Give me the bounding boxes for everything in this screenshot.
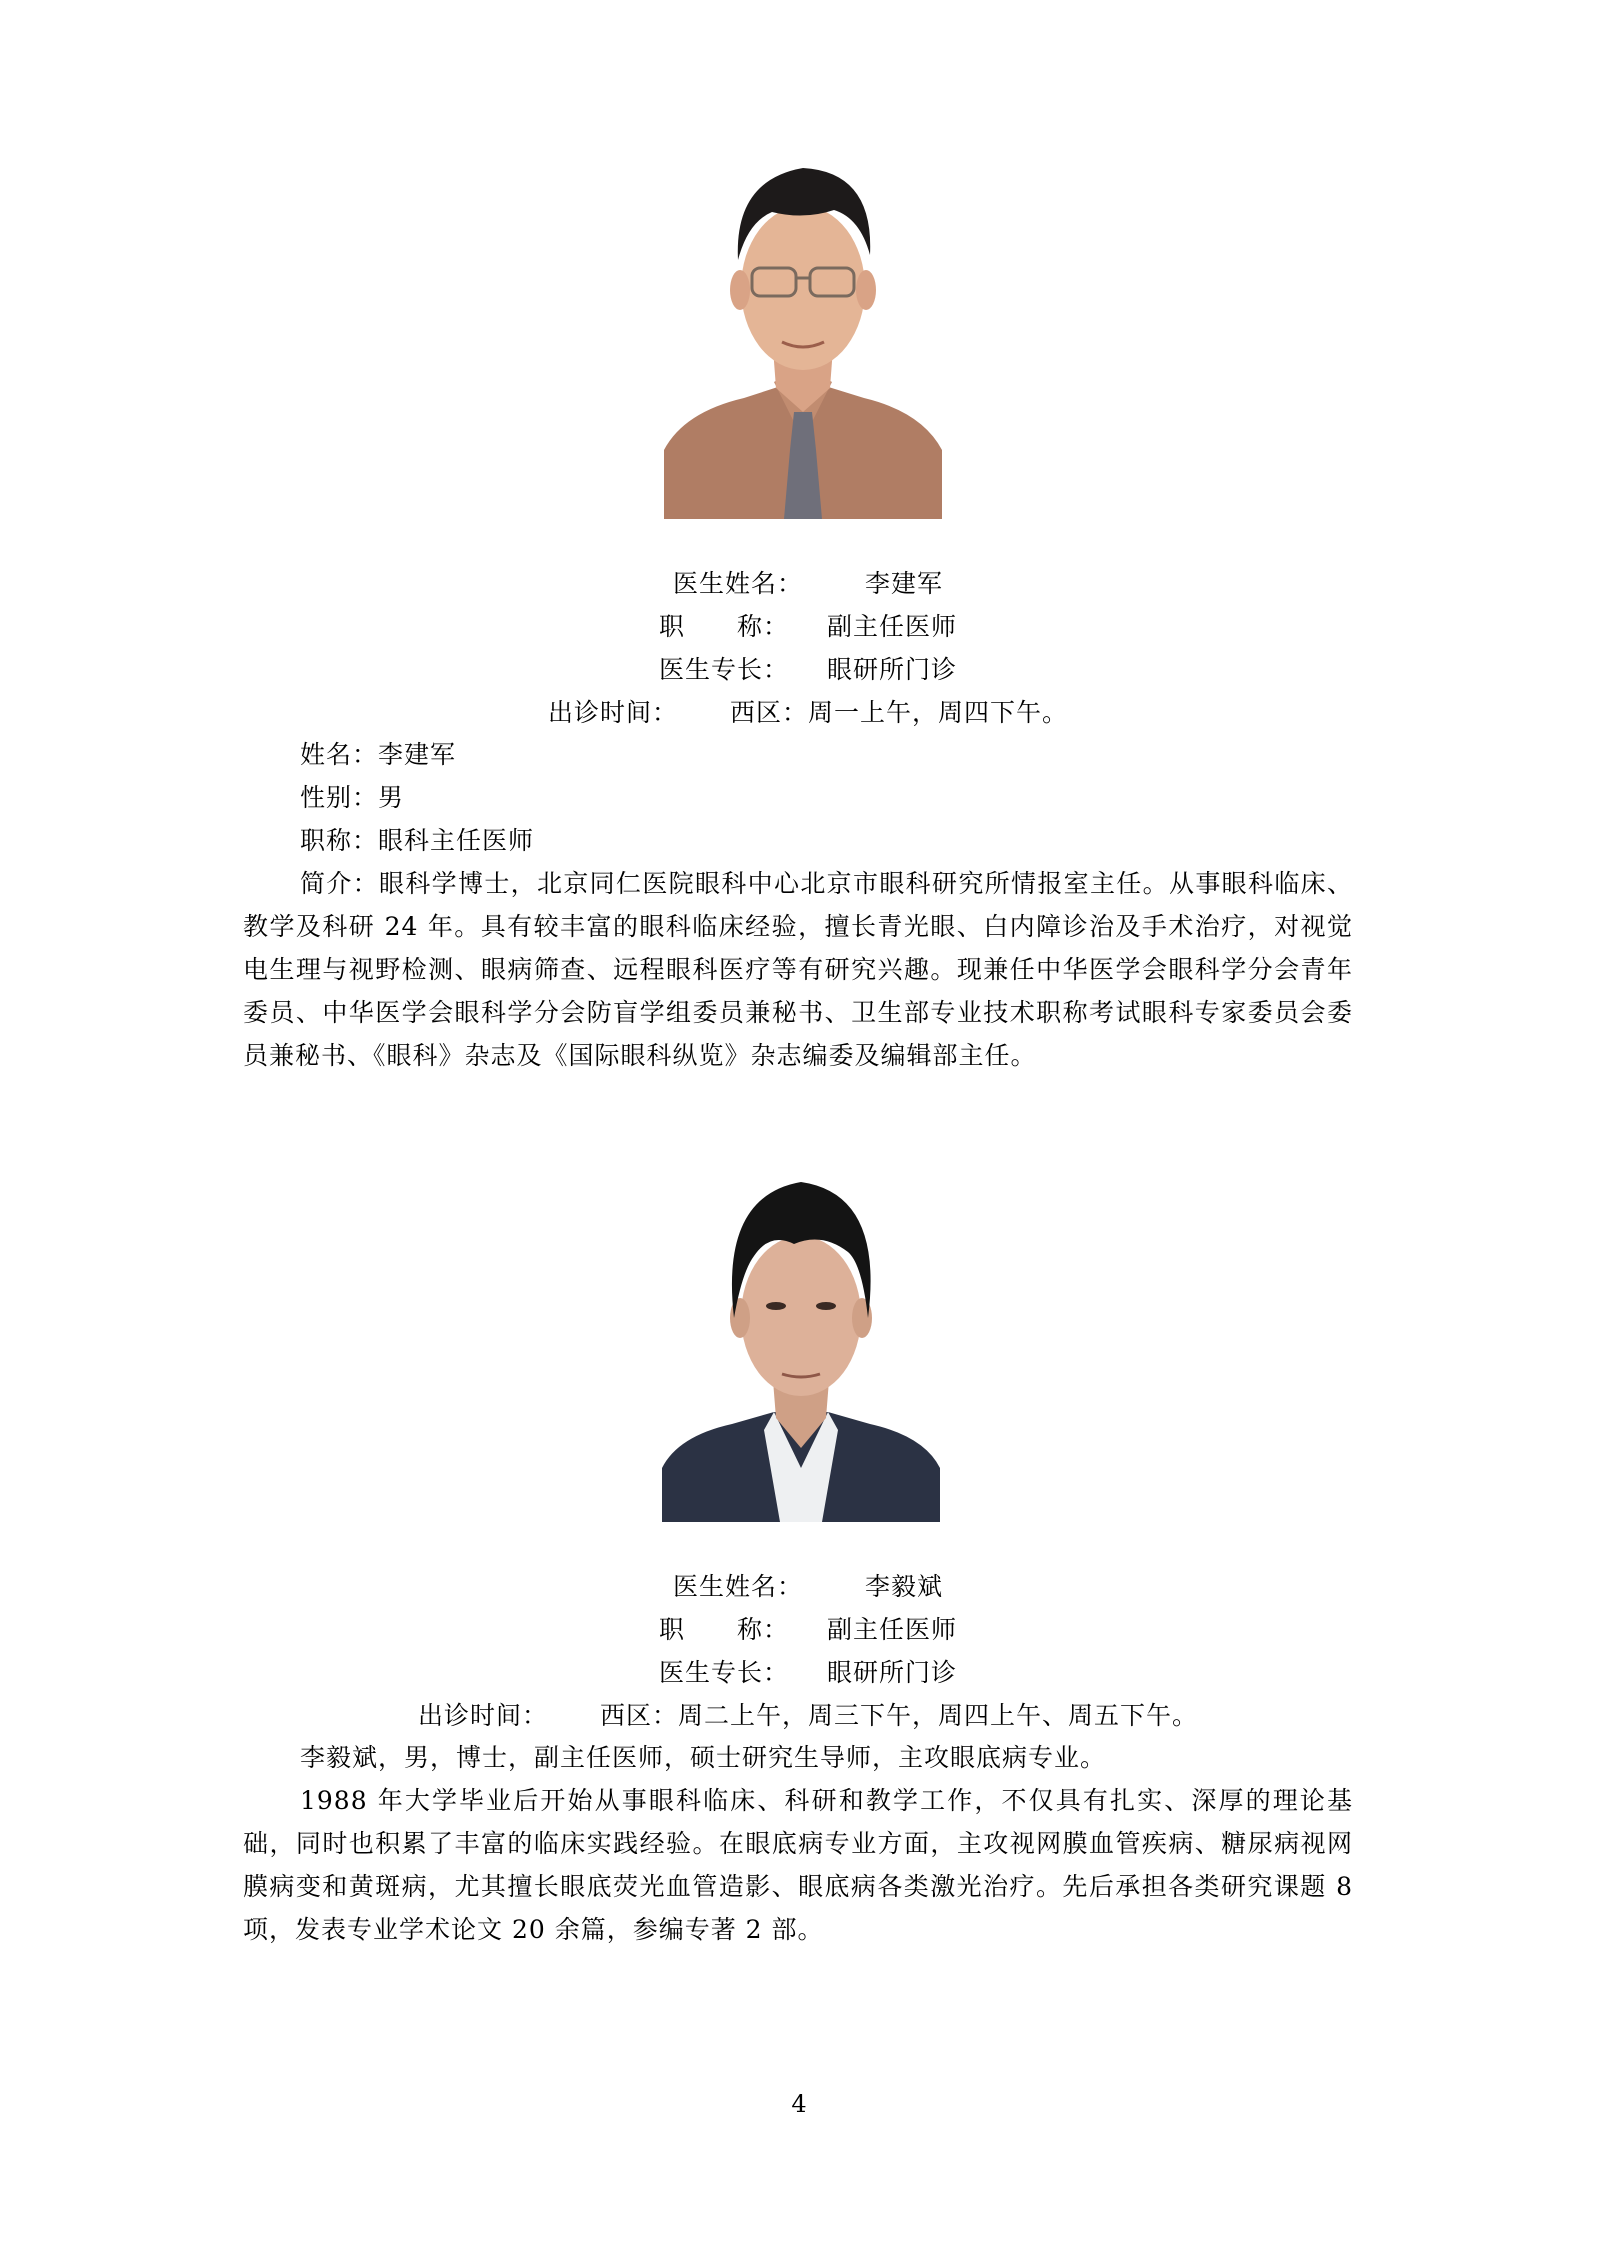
title-label: 职 称： <box>658 1615 789 1644</box>
bio-paragraph: 职称：眼科主任医师 <box>300 826 535 855</box>
bio-paragraph: 李毅斌，男，博士，副主任医师，硕士研究生导师，主攻眼底病专业。 <box>300 1743 1107 1772</box>
portrait-image <box>662 1168 940 1522</box>
doctor-schedule: 西区：周二上午，周三下午，周四上午、周五下午。 <box>599 1701 1198 1730</box>
doctor-name: 李建军 <box>864 569 943 598</box>
doctor-photo-1 <box>664 150 942 519</box>
bio-paragraph: 简介：眼科学博士，北京同仁医院眼科中心北京市眼科研究所情报室主任。从事眼科临床、教学及科研 24 年。具有较丰富的眼科临床经验，擅长青光眼、白内障诊治及手术治疗，对视觉电生理与视野检测、眼病筛查、远程眼科医疗等有研究兴趣。现兼任中华医学会眼科学分会青年委员、中华医学会眼科学分会防盲学组委员兼秘书、卫生部专业技术职称考试眼科专家委员会委员兼秘书、《眼科》杂志及《国际眼科纵览》杂志编委及编辑部主任。 <box>243 869 1353 1070</box>
name-label: 医生姓名： <box>672 1572 803 1601</box>
schedule-label: 出诊时间： <box>547 698 678 727</box>
doctor-schedule-line <box>0 1656 1598 1736</box>
doctor-photo-2 <box>662 1168 940 1522</box>
title-label: 职 称： <box>658 612 789 641</box>
bio-paragraph: 1988 年大学毕业后开始从事眼科临床、科研和教学工作，不仅具有扎实、深厚的理论基础，同时也积累了丰富的临床实践经验。在眼底病专业方面，主攻视网膜血管疾病、糖尿病视网膜病变和黄斑病，尤其擅长眼底荧光血管造影、眼底病各类激光治疗。先后承担各类研究课题 8 项，发表专业学术论文 20 余篇，参编专著 2 部。 <box>243 1786 1353 1944</box>
schedule-label: 出诊时间： <box>417 1701 548 1730</box>
bio-paragraph: 性别：男 <box>300 783 405 812</box>
doctor-schedule: 西区：周一上午，周四下午。 <box>729 698 1068 727</box>
page-number: 4 <box>791 2090 807 2118</box>
doctor-specialty: 眼研所门诊 <box>826 655 957 684</box>
specialty-label: 医生专长： <box>658 1658 789 1687</box>
name-label: 医生姓名： <box>672 569 803 598</box>
doctor-schedule-line <box>0 653 1598 733</box>
doctor-title: 副主任医师 <box>826 612 957 641</box>
bio-paragraph: 姓名：李建军 <box>300 740 457 769</box>
specialty-label: 医生专长： <box>658 655 789 684</box>
doctor-specialty: 眼研所门诊 <box>826 1658 957 1687</box>
doctor-bio <box>243 1736 1353 1951</box>
doctor-bio <box>243 733 1353 1077</box>
doctor-name: 李毅斌 <box>864 1572 943 1601</box>
doctor-title: 副主任医师 <box>826 1615 957 1644</box>
portrait-image <box>664 150 942 519</box>
